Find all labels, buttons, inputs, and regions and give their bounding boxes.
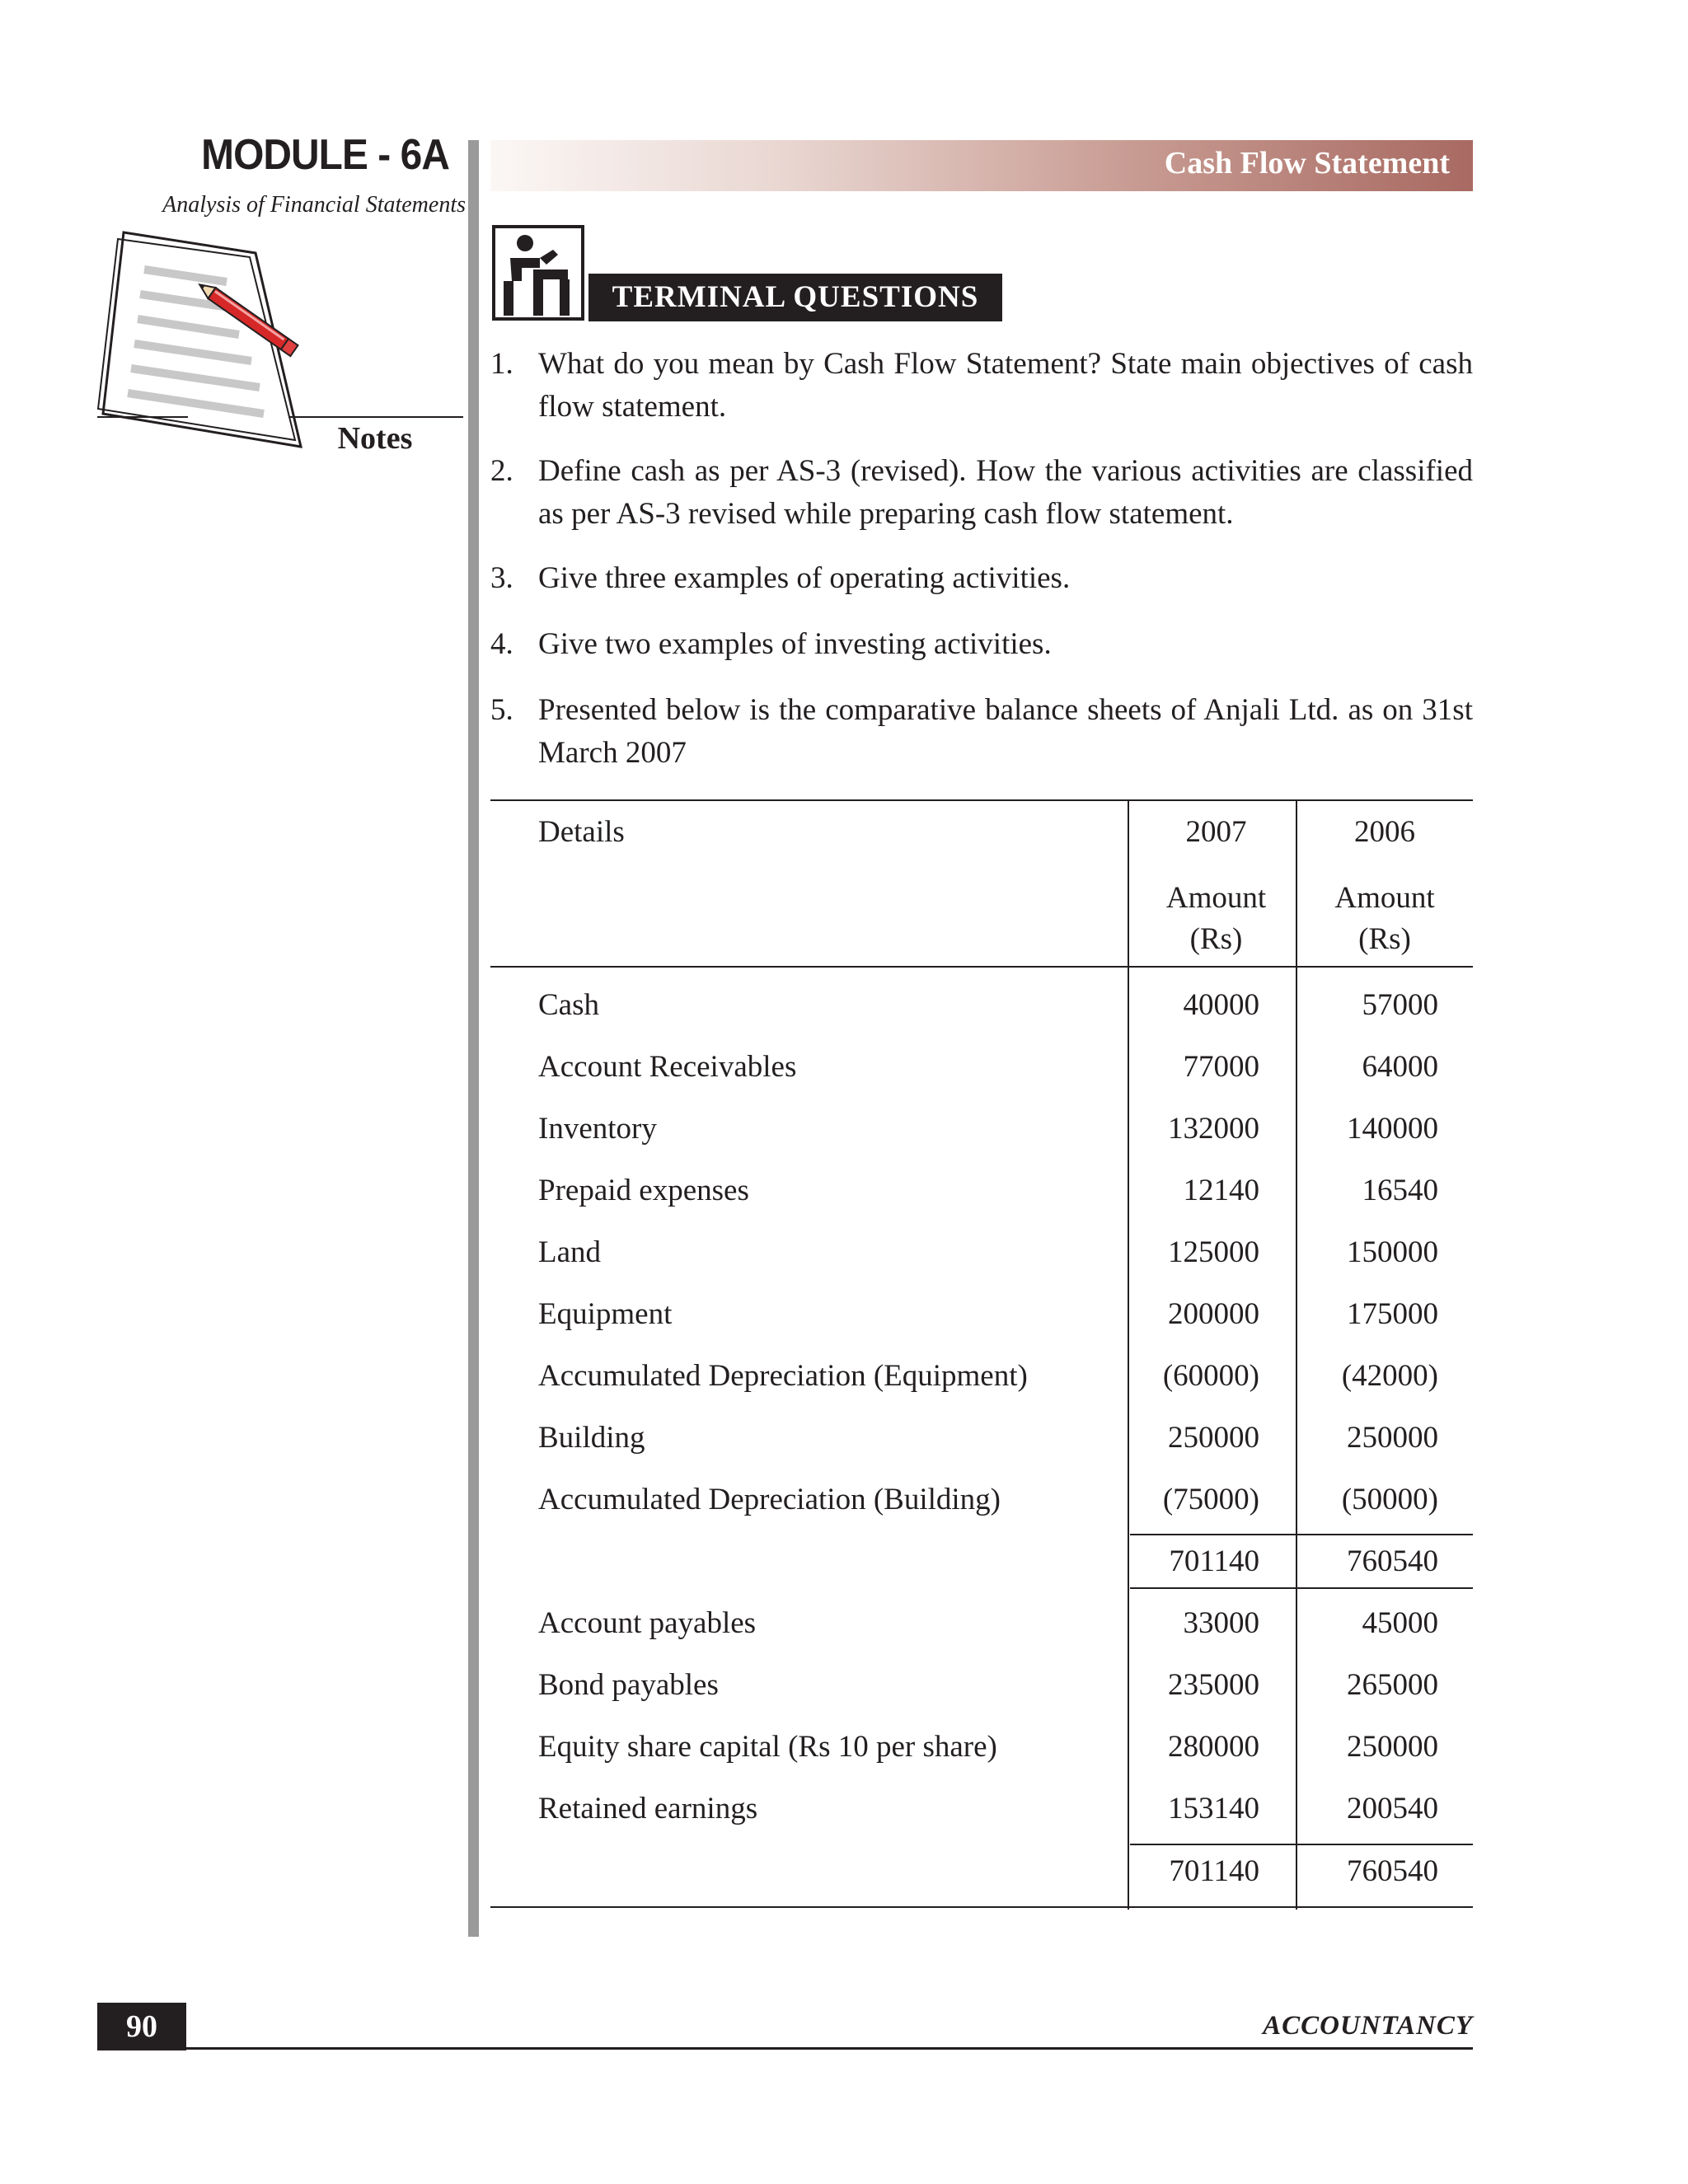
row-value-2007: 235000 (1168, 1668, 1259, 1702)
question-text: What do you mean by Cash Flow Statement? State main objectives of cash flow statement. (538, 347, 1473, 424)
total-value-2006: 760540 (1347, 1854, 1438, 1888)
notes-label: Notes (337, 421, 413, 456)
question-item (490, 623, 1473, 666)
question-item (490, 557, 1473, 600)
question-item (490, 343, 1473, 429)
total-value-2007: 701140 (1169, 1544, 1259, 1578)
question-item (490, 689, 1473, 775)
row-value-2007: 125000 (1168, 1235, 1259, 1269)
row-value-2006: 16540 (1362, 1174, 1438, 1207)
margin-divider (468, 140, 479, 1937)
question-item (490, 450, 1473, 536)
footer-rule (97, 2047, 1473, 2050)
question-number: 3. (490, 561, 513, 595)
section-title: Cash Flow Statement (1164, 146, 1450, 180)
row-value-2006: 150000 (1347, 1235, 1438, 1269)
row-value-2006: (50000) (1341, 1483, 1438, 1516)
header-unit: (Rs) (1358, 922, 1411, 956)
row-value-2007: (60000) (1162, 1359, 1259, 1393)
question-text: Give three examples of operating activities. (538, 561, 1071, 595)
row-label: Account Receivables (538, 1050, 797, 1084)
header-year-2006: 2006 (1354, 815, 1415, 849)
row-value-2006: 45000 (1362, 1606, 1438, 1640)
row-value-2006: (42000) (1341, 1359, 1438, 1393)
question-number: 4. (490, 627, 513, 661)
subtotal-rule (1130, 1534, 1473, 1535)
row-value-2006: 64000 (1362, 1050, 1438, 1084)
notes-rule-right (288, 416, 463, 418)
row-label: Account payables (538, 1606, 757, 1640)
row-label: Equity share capital (Rs 10 per share) (538, 1730, 997, 1764)
notes-rule-left (97, 416, 188, 418)
question-number: 5. (490, 693, 513, 727)
row-value-2007: (75000) (1162, 1483, 1259, 1516)
table-header-rule (490, 966, 1473, 968)
row-label: Inventory (538, 1112, 657, 1146)
subtotal-rule (1130, 1844, 1473, 1845)
row-label: Bond payables (538, 1668, 719, 1702)
table-bottom-rule (490, 1906, 1473, 1908)
row-value-2007: 250000 (1168, 1421, 1259, 1455)
module-title: MODULE - 6A (201, 131, 449, 179)
row-label: Prepaid expenses (538, 1174, 749, 1207)
header-amount: Amount (1165, 881, 1267, 915)
row-label: Land (538, 1235, 602, 1269)
page-number: 90 (97, 2003, 186, 2050)
row-value-2007: 200000 (1168, 1297, 1259, 1331)
row-value-2006: 140000 (1347, 1112, 1438, 1146)
header-unit: (Rs) (1189, 922, 1243, 956)
subtotal-rule (1130, 1587, 1473, 1589)
row-value-2007: 40000 (1183, 988, 1259, 1022)
row-value-2007: 12140 (1183, 1174, 1259, 1207)
question-text: Define cash as per AS-3 (revised). How the various activities are classified as per AS-3 revised while preparing cash flow statement. (538, 454, 1473, 531)
row-value-2007: 33000 (1183, 1606, 1259, 1640)
row-value-2006: 200540 (1347, 1792, 1438, 1825)
section-header-band (490, 140, 1473, 191)
question-number: 2. (490, 454, 513, 488)
row-label: Accumulated Depreciation (Equipment) (538, 1359, 1028, 1393)
question-text: Presented below is the comparative balance sheets of Anjali Ltd. as on 31st March 2007 (538, 693, 1473, 770)
row-label: Retained earnings (538, 1792, 758, 1825)
footer-brand: ACCOUNTANCY (1263, 2011, 1473, 2041)
header-details: Details (538, 815, 625, 849)
column-divider (1128, 801, 1129, 1910)
total-value-2006: 760540 (1347, 1544, 1438, 1578)
module-subtitle: Analysis of Financial Statements (162, 192, 466, 218)
table-top-rule (490, 799, 1473, 801)
notes-pencil-icon (95, 224, 321, 455)
row-value-2007: 77000 (1183, 1050, 1259, 1084)
row-value-2006: 250000 (1347, 1730, 1438, 1764)
total-value-2007: 701140 (1169, 1854, 1259, 1888)
row-label: Equipment (538, 1297, 673, 1331)
terminal-questions-label: TERMINAL QUESTIONS (588, 274, 1002, 321)
column-divider (1296, 801, 1297, 1910)
row-value-2006: 265000 (1347, 1668, 1438, 1702)
row-value-2006: 250000 (1347, 1421, 1438, 1455)
row-value-2006: 175000 (1347, 1297, 1438, 1331)
row-label: Accumulated Depreciation (Building) (538, 1483, 1001, 1516)
question-number: 1. (490, 347, 513, 381)
row-label: Cash (538, 988, 599, 1022)
student-desk-icon (492, 225, 584, 321)
header-year-2007: 2007 (1185, 815, 1247, 849)
row-value-2007: 153140 (1168, 1792, 1259, 1825)
question-text: Give two examples of investing activities. (538, 627, 1052, 661)
header-amount: Amount (1334, 881, 1435, 915)
row-value-2006: 57000 (1362, 988, 1438, 1022)
row-value-2007: 132000 (1168, 1112, 1259, 1146)
row-value-2007: 280000 (1168, 1730, 1259, 1764)
row-label: Building (538, 1421, 645, 1455)
